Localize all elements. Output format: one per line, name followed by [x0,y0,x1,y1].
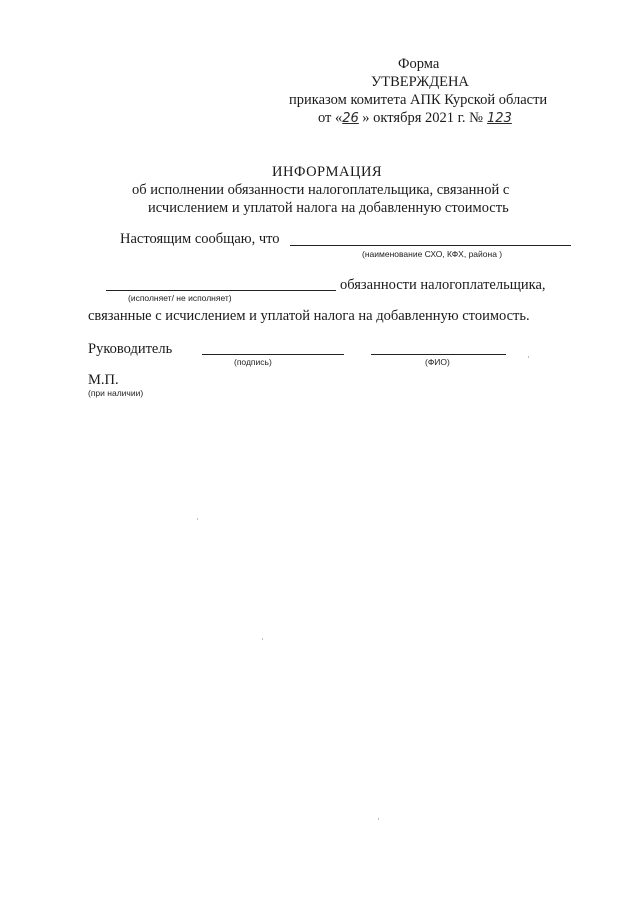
date-prefix: от « [318,110,343,126]
organization-hint: (наименование СХО, КФХ, района ) [362,249,503,259]
order-line: приказом комитета АПК Курской области [289,92,548,108]
date-middle: » октября 2021 г. № [362,110,484,126]
obligations-text: обязанности налогоплательщика, [340,277,546,293]
order-date-line [318,111,515,126]
scan-speck [197,518,198,520]
form-label: Форма [398,56,440,72]
head-label: Руководитель [88,341,173,357]
document-title: ИНФОРМАЦИЯ [272,164,383,180]
name-hint: (ФИО) [425,357,450,367]
order-number-handwritten: 123 [487,111,512,126]
related-text: связанные с исчислением и уплатой налога на добавленную стоимость. [88,308,530,324]
stamp-hint: (при наличии) [88,388,144,398]
name-fill-line [371,354,506,355]
title-subtitle-line1: об исполнении обязанности налогоплательщика, связанной с [132,182,510,198]
date-day-handwritten: 26 [342,111,359,126]
stamp-label: М.П. [88,372,119,388]
signature-hint: (подпись) [234,357,272,367]
scan-speck [378,818,379,820]
status-hint: (исполняет/ не исполняет) [128,293,232,303]
title-subtitle-line2: исчислением и уплатой налога на добавленную стоимость [148,200,509,216]
status-fill-line [106,290,336,291]
report-intro: Настоящим сообщаю, что [120,231,280,247]
scan-speck [528,356,529,358]
signature-fill-line [202,354,344,355]
scan-speck [262,638,263,640]
approved-label: УТВЕРЖДЕНА [371,74,469,90]
organization-fill-line [290,245,571,246]
